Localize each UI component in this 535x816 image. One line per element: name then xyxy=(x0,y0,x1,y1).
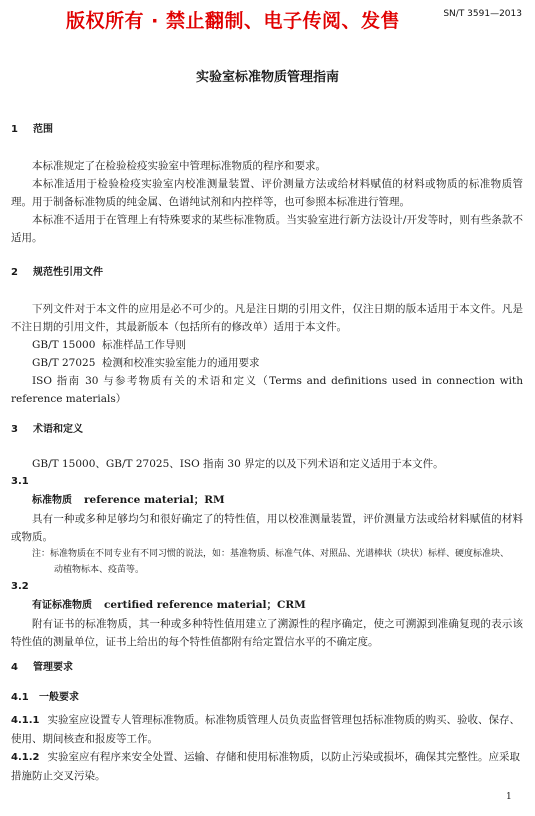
clause-number: 4.1.1 xyxy=(11,715,40,726)
note-text-continued: 动植物标本、疫苗等。 xyxy=(54,565,145,575)
section-title: 术语和定义 xyxy=(33,424,83,435)
section-3 xyxy=(11,421,523,651)
subsection-number: 4.1 xyxy=(11,692,29,703)
clause-number: 4.1.2 xyxy=(11,752,40,763)
section-title: 规范性引用文件 xyxy=(33,267,103,278)
standard-number: SN/T 3591—2013 xyxy=(443,9,522,19)
term-chinese: 标准物质 xyxy=(32,495,72,506)
paragraph: 本标准规定了在检验检疫实验室中管理标准物质的程序和要求。 xyxy=(32,160,326,172)
term-english: reference material；RM xyxy=(84,494,225,506)
term-entry xyxy=(11,596,523,615)
note-label: 注： xyxy=(32,549,51,559)
term-definition: 附有证书的标准物质，其一种或多种特性值用建立了溯源性的程序确定，使之可溯源到准确复现的表示该特性值的测量单位，证书上给出的每个特性值都附有给定置信水平的不确定度。 xyxy=(11,618,523,648)
section-2 xyxy=(11,264,523,408)
reference-title: 检测和校准实验室能力的通用要求 xyxy=(102,357,260,369)
section-number: 4 xyxy=(11,662,18,673)
reference-code: GB/T 27025 xyxy=(32,357,96,369)
reference-item-iso: ISO 指南 30 与参考物质有关的术语和定义（Terms and definitions used in connection with reference materials） xyxy=(11,375,523,405)
section-1-heading xyxy=(11,121,523,139)
term-entry xyxy=(11,491,523,510)
paragraph: 下列文件对于本文件的应用是必不可少的。凡是注日期的引用文件，仅注日期的版本适用于本文件。凡是不注日期的引用文件，其最新版本（包括所有的修改单）适用于本文件。 xyxy=(11,303,523,333)
subsection-title: 一般要求 xyxy=(39,692,79,703)
reference-item xyxy=(11,336,523,354)
subsection-heading xyxy=(11,689,523,707)
paragraph: 本标准不适用于在管理上有特殊要求的某些标准物质。当实验室进行新方法设计/开发等时，则有些条款不适用。 xyxy=(11,214,523,244)
note-text: 标准物质在不同专业有不同习惯的说法，如：基准物质、标准气体、对照品、光谱棒状（块状）标样、硬度标准块、 xyxy=(50,549,510,559)
term-english: certified reference material；CRM xyxy=(104,599,306,611)
section-title: 管理要求 xyxy=(33,662,73,673)
section-4 xyxy=(11,659,523,785)
paragraph: GB/T 15000、GB/T 27025、ISO 指南 30 界定的以及下列术语和定义适用于本文件。 xyxy=(32,458,444,470)
section-1 xyxy=(11,121,523,247)
page-number: 1 xyxy=(506,792,512,802)
section-number: 2 xyxy=(11,267,18,278)
section-number: 3 xyxy=(11,424,18,435)
section-3-heading xyxy=(11,421,523,439)
section-title: 范围 xyxy=(33,124,53,135)
clause xyxy=(11,748,523,785)
reference-title: 标准样品工作导则 xyxy=(102,339,186,351)
term-number: 3.1 xyxy=(11,476,29,487)
term-number: 3.2 xyxy=(11,581,29,592)
clause-text: 实验室应有程序来安全处置、运输、存储和使用标准物质，以防止污染或损坏，确保其完整性。应采取措施防止交叉污染。 xyxy=(11,751,520,782)
watermark-text: 版权所有 · 禁止翻制、电子传阅、发售 xyxy=(66,10,400,32)
reference-code: GB/T 15000 xyxy=(32,339,96,351)
term-note xyxy=(11,546,523,578)
section-2-heading xyxy=(11,264,523,282)
reference-item xyxy=(11,354,523,372)
section-number: 1 xyxy=(11,124,18,135)
paragraph: 本标准适用于检验检疫实验室内校准测量装置、评价测量方法或给材料赋值的材料或物质的标准物质管理。用于制备标准物质的纯金属、色谱纯试剂和内控样等，也可参照本标准进行管理。 xyxy=(11,178,523,208)
clause-text: 实验室应设置专人管理标准物质。标准物质管理人员负责监督管理包括标准物质的购买、验收、保存、使用、期间核查和报废等工作。 xyxy=(11,714,520,745)
term-chinese: 有证标准物质 xyxy=(32,600,92,611)
section-4-heading xyxy=(11,659,523,677)
document-title: 实验室标准物质管理指南 xyxy=(195,70,339,85)
clause xyxy=(11,711,523,748)
term-definition: 具有一种或多种足够均匀和很好确定了的特性值，用以校准测量装置，评价测量方法或给材料赋值的材料或物质。 xyxy=(11,513,523,543)
